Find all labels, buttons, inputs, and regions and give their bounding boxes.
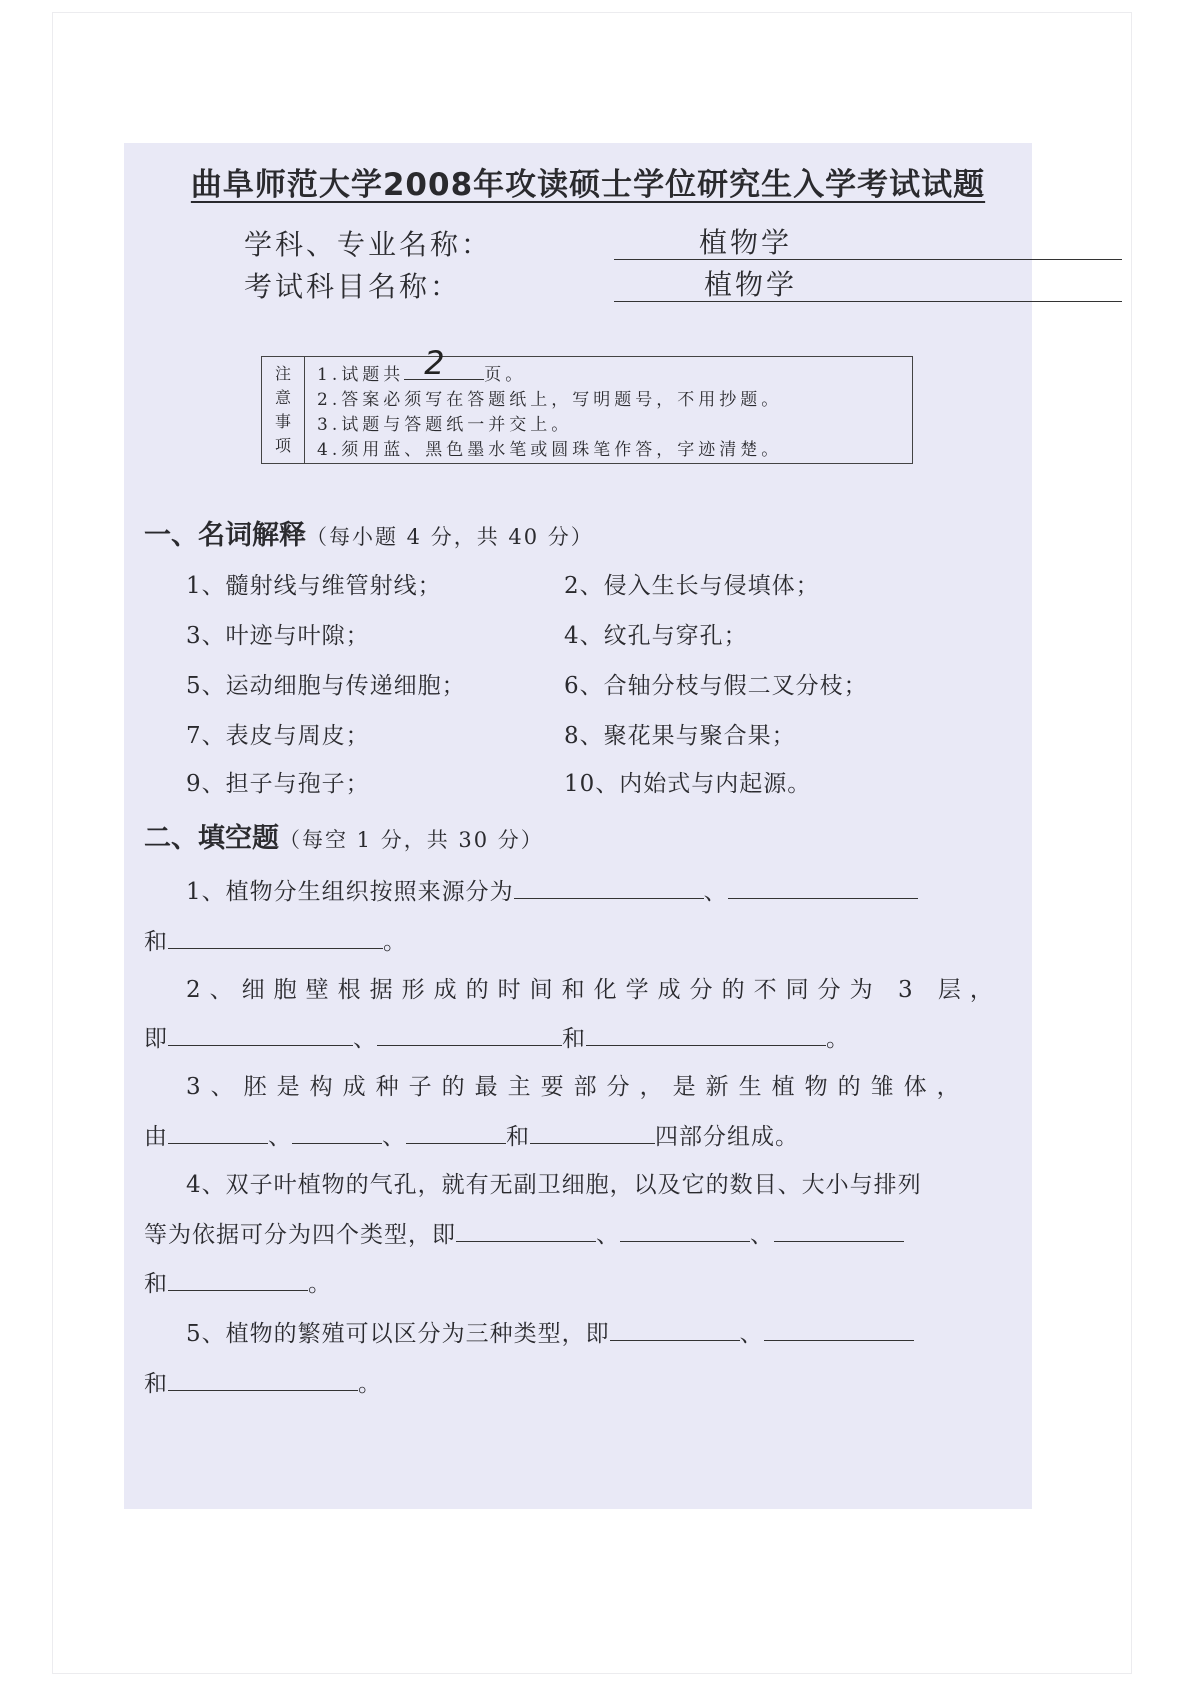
section1-title: [144, 513, 594, 552]
answer-blank[interactable]: [728, 878, 918, 899]
notice-head-char: 注: [274, 364, 291, 383]
q3-sep: 、: [382, 1124, 406, 1150]
fill-question-5-cont: [144, 1365, 382, 1398]
fill-question-1-cont: [144, 923, 407, 956]
notice-item-4: 4.须用蓝、黑色墨水笔或圆珠笔作答，字迹清楚。: [317, 440, 783, 460]
q3-sep: 、: [268, 1124, 292, 1150]
q2-sep: 、: [353, 1026, 377, 1052]
term-item: 4、纹孔与穿孔；: [564, 623, 748, 649]
major-line: [614, 259, 1122, 260]
section1-title-text: 一、名词解释: [144, 520, 306, 551]
term-item: 6、合轴分枝与假二叉分枝；: [564, 673, 868, 699]
subject-value: 植物学: [704, 268, 798, 301]
major-row: [244, 223, 1024, 267]
answer-blank[interactable]: [377, 1025, 562, 1046]
q4-sep: 、: [596, 1222, 620, 1248]
answer-blank[interactable]: [168, 1270, 308, 1291]
fill-question-4: 4、双子叶植物的气孔，就有无副卫细胞，以及它的数目、大小与排列: [186, 1172, 922, 1198]
exam-title-text: 曲阜师范大学2008年攻读硕士学位研究生入学考试试题: [190, 167, 986, 203]
answer-blank[interactable]: [530, 1123, 655, 1144]
term-item: 8、聚花果与聚合果；: [564, 723, 796, 749]
fill-question-5: [186, 1315, 914, 1348]
page-count-blank: [404, 344, 484, 382]
q3-and: 和: [506, 1124, 530, 1150]
fill-question-4-end: [144, 1265, 332, 1298]
q1-sep: 、: [703, 879, 728, 905]
answer-blank[interactable]: [406, 1123, 506, 1144]
fill-question-3: 3、胚是构成种子的最主要部分，是新生植物的雏体，: [186, 1074, 970, 1100]
section2-title: [144, 816, 544, 855]
q1-end: 。: [383, 929, 407, 955]
major-label: 学科、专业名称：: [244, 228, 493, 261]
subject-line: [614, 301, 1122, 302]
answer-blank[interactable]: [774, 1221, 904, 1242]
q5-end: 。: [358, 1371, 382, 1397]
answer-blank[interactable]: [764, 1320, 914, 1341]
q1-text: 1、植物分生组织按照来源分为: [186, 879, 514, 905]
answer-blank[interactable]: [514, 878, 704, 899]
q5-sep: 、: [739, 1321, 764, 1347]
q4-text: 等为依据可分为四个类型，即: [144, 1222, 456, 1248]
notice-head-char: 意: [274, 388, 291, 407]
q2-ji: 即: [144, 1026, 168, 1052]
answer-blank[interactable]: [620, 1221, 750, 1242]
answer-blank[interactable]: [292, 1123, 382, 1144]
q2-and: 和: [562, 1026, 586, 1052]
answer-blank[interactable]: [168, 1025, 353, 1046]
q5-and: 和: [144, 1371, 168, 1397]
term-item: 5、运动细胞与传递细胞；: [186, 673, 466, 699]
subject-row: [244, 265, 1024, 309]
section1-note: （每小题 4 分，共 40 分）: [306, 525, 594, 549]
section2-title-text: 二、填空题: [144, 823, 279, 854]
q5-text: 5、植物的繁殖可以区分为三种类型，即: [186, 1321, 610, 1347]
answer-blank[interactable]: [456, 1221, 596, 1242]
q4-end: 。: [308, 1271, 332, 1297]
notice-item-1-suffix: 页。: [484, 365, 527, 385]
notice-item-1-prefix: 1.试题共: [317, 365, 405, 385]
q3-end: 四部分组成。: [655, 1124, 799, 1150]
term-item: 2、侵入生长与侵填体；: [564, 573, 820, 599]
section2-note: （每空 1 分，共 30 分）: [279, 828, 544, 852]
fill-question-4-cont: [144, 1216, 904, 1249]
notice-head-char: 项: [274, 436, 291, 455]
subject-label: 考试科目名称：: [244, 270, 462, 303]
term-item: 7、表皮与周皮；: [186, 723, 370, 749]
answer-blank[interactable]: [586, 1025, 826, 1046]
exam-title: [164, 159, 1012, 204]
term-item: 9、担子与孢子；: [186, 771, 370, 797]
fill-question-2-cont: [144, 1020, 850, 1053]
major-value: 植物学: [699, 226, 793, 259]
notice-item-1: [317, 344, 782, 388]
fill-question-3-cont: [144, 1118, 799, 1151]
answer-blank[interactable]: [610, 1320, 740, 1341]
notice-header: [262, 357, 305, 463]
term-item: 3、叶迹与叶隙；: [186, 623, 370, 649]
term-item: 1、髓射线与维管射线；: [186, 573, 442, 599]
notice-item-3: 3.试题与答题纸一并交上。: [317, 415, 573, 435]
answer-blank[interactable]: [168, 1123, 268, 1144]
answer-blank[interactable]: [168, 928, 383, 949]
notice-box: [261, 344, 913, 464]
q4-sep: 、: [750, 1222, 774, 1248]
handwritten-page-count: 2: [424, 344, 449, 382]
exam-page: [124, 143, 1032, 1509]
fill-question-1: [186, 873, 918, 906]
term-item: 10、内始式与内起源。: [564, 771, 812, 797]
notice-head-char: 事: [274, 412, 291, 431]
notice-items: [305, 344, 783, 463]
q4-and: 和: [144, 1271, 168, 1297]
q2-end: 。: [826, 1026, 850, 1052]
q1-and: 和: [144, 929, 168, 955]
notice-item-2: 2.答案必须写在答题纸上，写明题号，不用抄题。: [317, 390, 783, 410]
fill-question-2: 2、细胞壁根据形成的时间和化学成分的不同分为 3 层，: [186, 977, 1002, 1003]
answer-blank[interactable]: [168, 1370, 358, 1391]
q3-you: 由: [144, 1124, 168, 1150]
